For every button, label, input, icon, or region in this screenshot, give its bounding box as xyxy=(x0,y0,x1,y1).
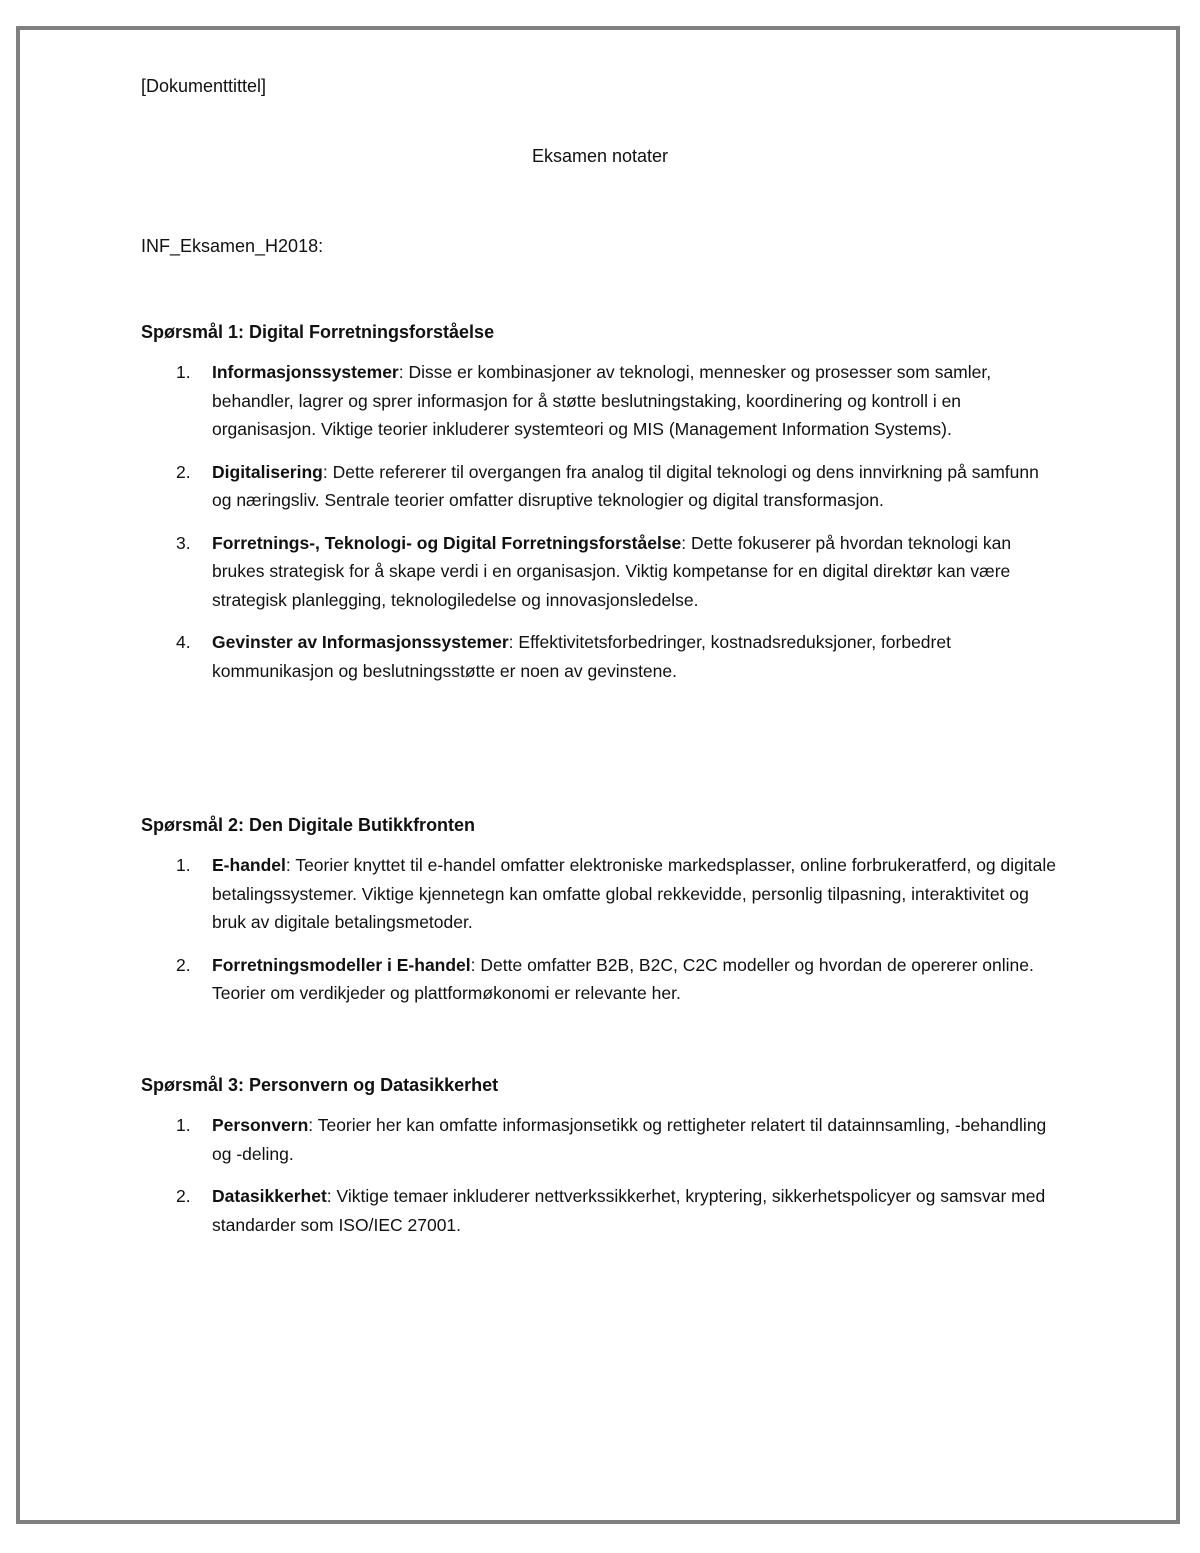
document-title-placeholder: [Dokumenttittel] xyxy=(141,76,267,96)
list-item-number: 1. xyxy=(176,855,191,875)
list-item-term: Informasjonssystemer xyxy=(212,362,399,382)
list-item-term: Datasikkerhet xyxy=(212,1186,327,1206)
list-item-text: : Effektivitetsforbedringer, kostnadsreduksjoner, forbedret kommunikasjon og beslutningsstøtte er noen av gevinstene. xyxy=(212,632,951,681)
section-list xyxy=(141,851,1061,1008)
list-item-term: Forretnings-, Teknologi- og Digital Forretningsforståelse xyxy=(212,532,682,553)
section-heading: Spørsmål 3: Personvern og Datasikkerhet xyxy=(141,1075,499,1095)
list-item-number: 3. xyxy=(176,532,191,553)
list-item-text: : Dette omfatter B2B, B2C, C2C modeller og hvordan de opererer online. Teorier om verdikjeder og plattformøkonomi er relevante her. xyxy=(212,954,1034,1003)
section-list xyxy=(141,358,1061,685)
list-item xyxy=(141,951,1061,1008)
list-item-number: 4. xyxy=(176,632,191,652)
list-item-number: 1. xyxy=(176,1115,191,1135)
list-item-number: 2. xyxy=(176,1186,191,1206)
section-heading: Spørsmål 1: Digital Forretningsforståelse xyxy=(141,322,495,342)
list-item-text: : Disse er kombinasjoner av teknologi, mennesker og prosesser som samler, behandler, lagrer og sprer informasjon for å støtte beslutningstaking, koordinering og kontroll i en organisasjon. Viktige teorier inkluderer systemteori og MIS (Management Information Systems). xyxy=(212,362,992,439)
list-item-text: : Dette fokuserer på hvordan teknologi kan brukes strategisk for å skape verdi i en organisasjon. Viktig kompetanse for en digital direktør kan være strategisk planlegging, teknologiledelse og innovasjonsledelse. xyxy=(212,532,1012,610)
list-item xyxy=(141,1182,1061,1239)
exam-label: INF_Eksamen_H2018: xyxy=(141,236,324,256)
section-question-1 xyxy=(141,318,1061,699)
list-item-term: Personvern xyxy=(212,1115,309,1135)
list-item-text: : Dette refererer til overgangen fra analog til digital teknologi og dens innvirkning på samfunn og næringsliv. Sentrale teorier omfatter disruptive teknologier og digital transformasjon. xyxy=(212,461,1039,510)
section-heading: Spørsmål 2: Den Digitale Butikkfronten xyxy=(141,815,476,835)
list-item-text: : Viktige temaer inkluderer nettverkssikkerhet, kryptering, sikkerhetspolicyer og samsvar med standarder som ISO/IEC 27001. xyxy=(212,1186,1046,1235)
list-item-text: : Teorier her kan omfatte informasjonsetikk og rettigheter relatert til datainnsamling, -behandling og -deling. xyxy=(212,1115,1047,1164)
list-item-number: 2. xyxy=(176,954,191,975)
list-item xyxy=(141,628,1061,685)
document-subtitle: Eksamen notater xyxy=(531,146,669,166)
list-item xyxy=(141,358,1061,444)
list-item-term: E-handel xyxy=(212,855,286,875)
list-item-term: Gevinster av Informasjonssystemer xyxy=(212,632,509,652)
list-item xyxy=(141,529,1061,615)
list-item-term: Forretningsmodeller i E-handel xyxy=(212,954,471,975)
section-question-2 xyxy=(141,811,1061,1022)
list-item-number: 1. xyxy=(176,362,191,382)
list-item-term: Digitalisering xyxy=(212,461,323,482)
list-item-number: 2. xyxy=(176,461,191,482)
list-item xyxy=(141,851,1061,937)
list-item xyxy=(141,458,1061,515)
list-item xyxy=(141,1111,1061,1168)
section-list xyxy=(141,1111,1061,1239)
list-item-text: : Teorier knyttet til e-handel omfatter elektroniske markedsplasser, online forbrukeratferd, og digitale betalingssystemer. Viktige kjennetegn kan omfatte global rekkevidde, personlig tilpasning, interaktivitet og bruk av digitale betalingsmetoder. xyxy=(212,855,1056,932)
section-question-3 xyxy=(141,1071,1061,1253)
